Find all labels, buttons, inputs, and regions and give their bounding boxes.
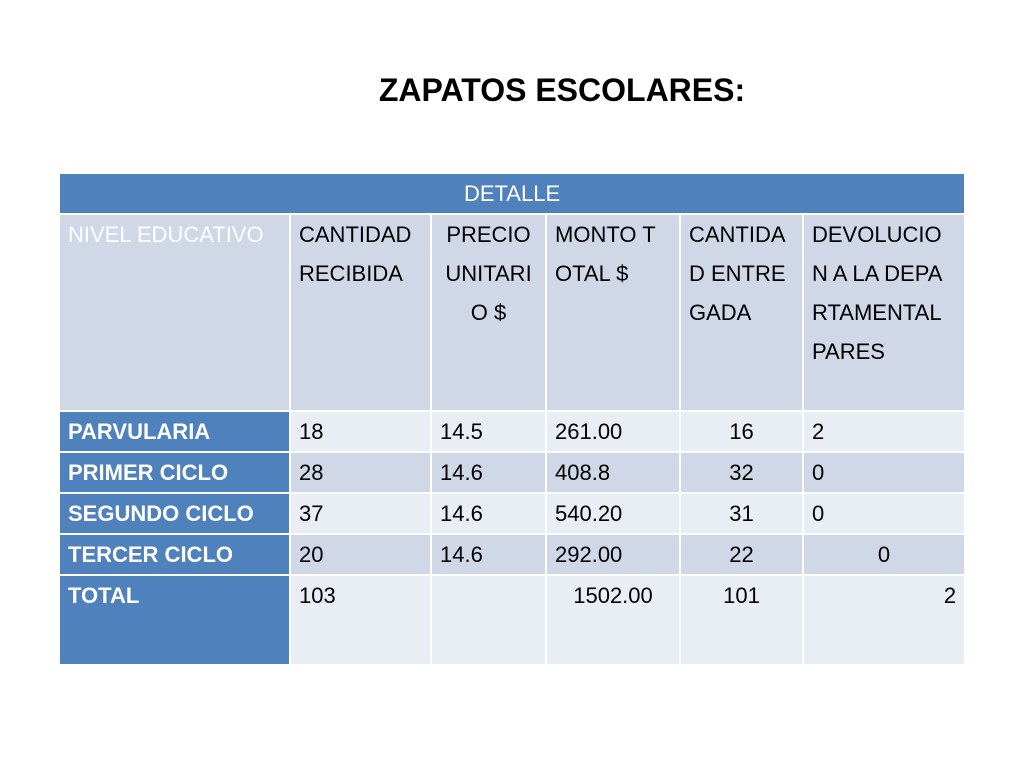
cell-entregada: 16: [681, 412, 804, 453]
column-header-monto: MONTO TOTAL $: [547, 215, 681, 412]
cell-cantidad: 37: [291, 494, 432, 535]
row-label: TERCER CICLO: [60, 535, 291, 576]
cell-entregada: 32: [681, 453, 804, 494]
cell-precio: 14.5: [432, 412, 547, 453]
row-label: SEGUNDO CICLO: [60, 494, 291, 535]
column-header-nivel: NIVEL EDUCATIVO: [60, 215, 291, 412]
cell-monto: 408.8: [547, 453, 681, 494]
cell-precio: 14.6: [432, 535, 547, 576]
cell-entregada: 101: [681, 576, 804, 666]
column-header-entregada: CANTIDAD ENTREGADA: [681, 215, 804, 412]
cell-monto: 292.00: [547, 535, 681, 576]
column-header-row: [60, 215, 964, 412]
cell-precio: [432, 576, 547, 666]
detail-table: [60, 174, 964, 666]
cell-precio: 14.6: [432, 453, 547, 494]
table-row: [60, 412, 964, 453]
page-title: ZAPATOS ESCOLARES:: [378, 72, 746, 108]
cell-entregada: 31: [681, 494, 804, 535]
cell-cantidad: 103: [291, 576, 432, 666]
group-header: DETALLE: [60, 174, 964, 215]
table-row: [60, 494, 964, 535]
cell-devolucion: 2: [804, 576, 964, 666]
total-row: [60, 576, 964, 666]
cell-devolucion: 0: [804, 494, 964, 535]
row-label: TOTAL: [60, 576, 291, 666]
cell-precio: 14.6: [432, 494, 547, 535]
row-label: PRIMER CICLO: [60, 453, 291, 494]
cell-cantidad: 18: [291, 412, 432, 453]
cell-monto: 1502.00: [547, 576, 681, 666]
cell-monto: 261.00: [547, 412, 681, 453]
cell-monto: 540.20: [547, 494, 681, 535]
column-header-cantidad: CANTIDAD RECIBIDA: [291, 215, 432, 412]
cell-cantidad: 20: [291, 535, 432, 576]
group-header-row: [60, 174, 964, 215]
table-row: [60, 535, 964, 576]
cell-cantidad: 28: [291, 453, 432, 494]
cell-entregada: 22: [681, 535, 804, 576]
column-header-devolucion: DEVOLUCION A LA DEPARTAMENTAL PARES: [804, 215, 964, 412]
table-row: [60, 453, 964, 494]
row-label: PARVULARIA: [60, 412, 291, 453]
column-header-precio: PRECIO UNITARIO $: [432, 215, 547, 412]
cell-devolucion: 0: [804, 453, 964, 494]
cell-devolucion: 2: [804, 412, 964, 453]
cell-devolucion: 0: [804, 535, 964, 576]
